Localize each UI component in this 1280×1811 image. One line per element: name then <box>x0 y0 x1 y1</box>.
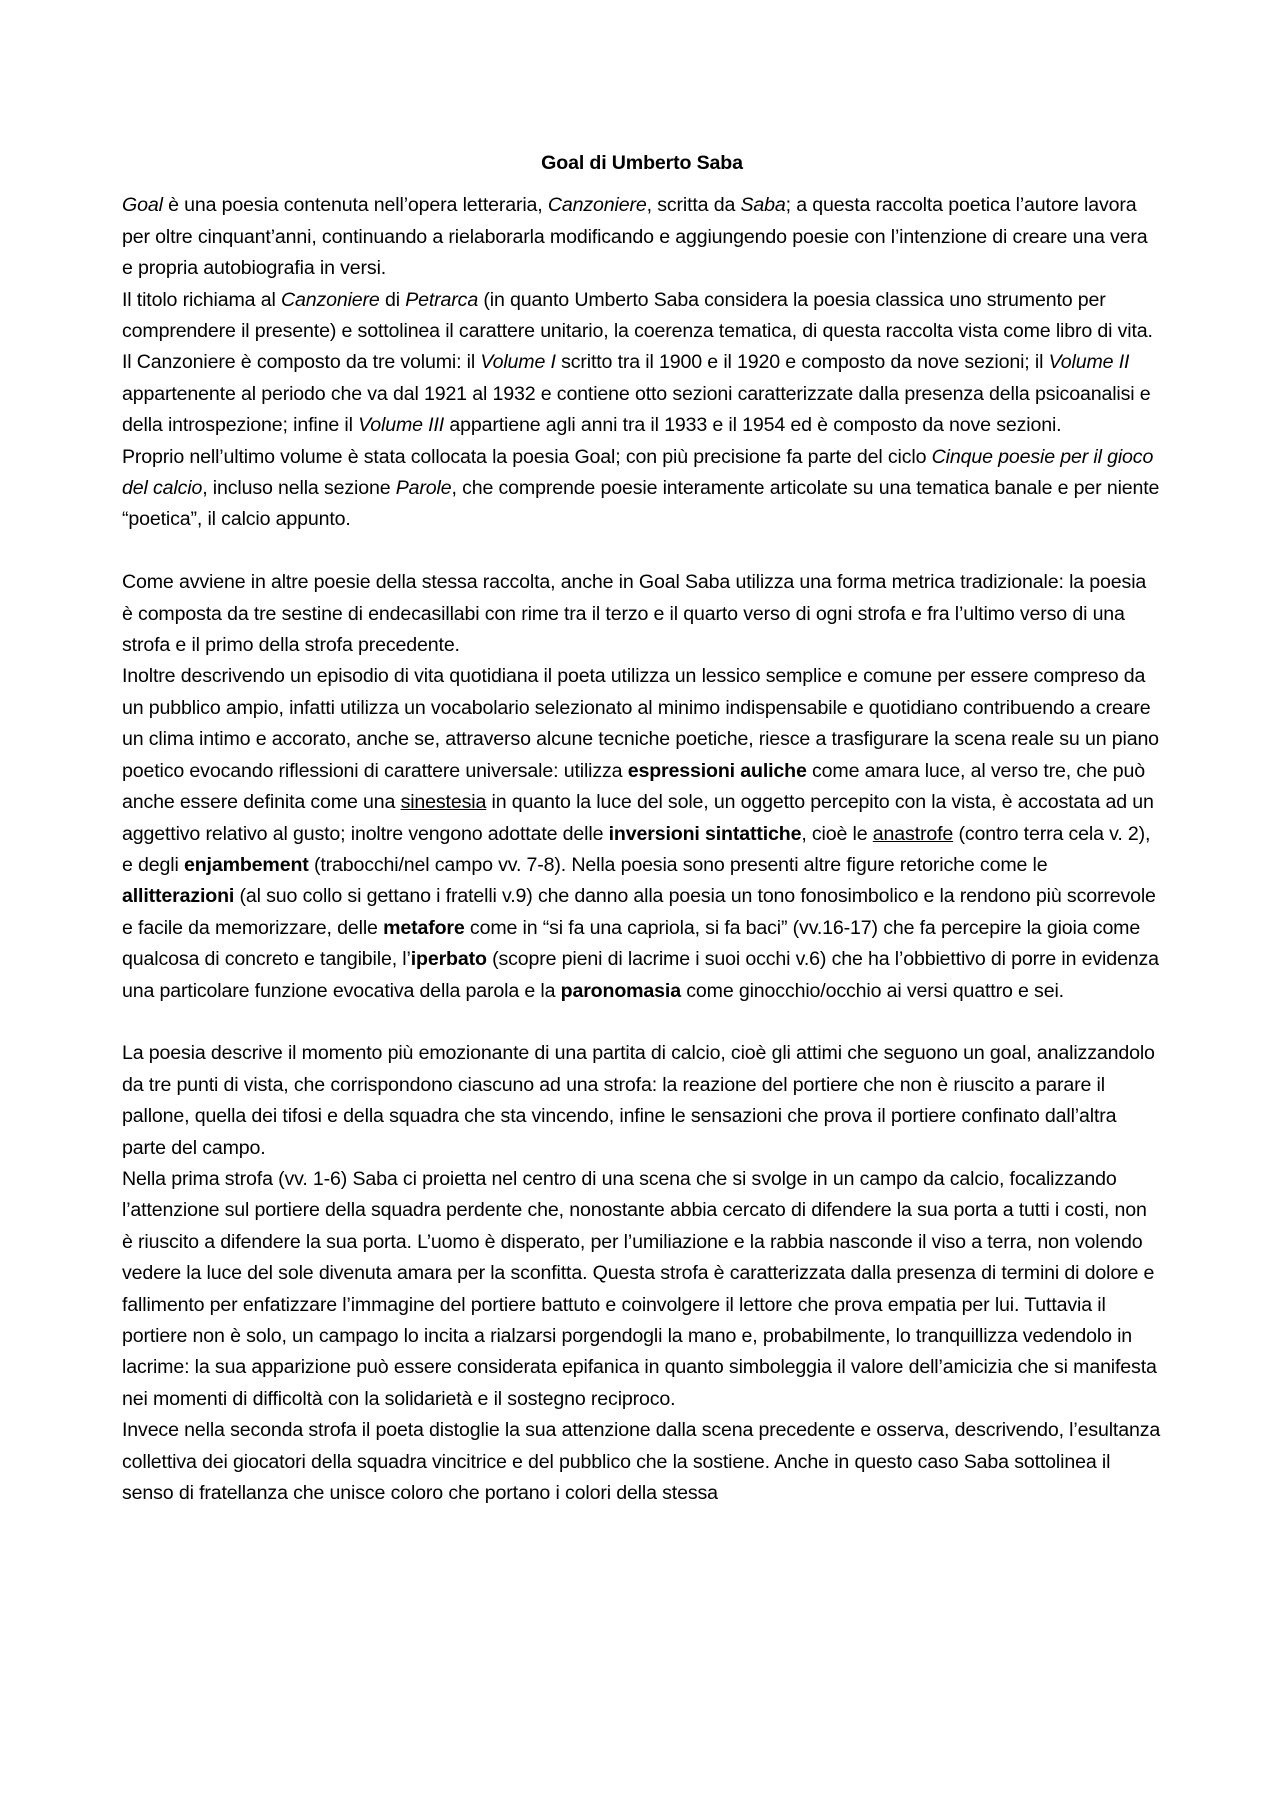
text-span: (al suo collo si gettano i fratelli v.9) che danno alla poesia un tono fonosimbolico e la rendono più scorrevole e facile da memorizzare, delle <box>122 885 1156 939</box>
text-span: (trabocchi/nel campo vv. 7-8). Nella poesia sono presenti altre figure retoriche come le <box>308 853 1048 876</box>
text-span: , incluso nella sezione <box>202 477 396 500</box>
paragraph-title-meaning <box>122 285 1162 348</box>
document-title: Goal di Umberto Saba <box>541 152 743 174</box>
text-span: Proprio nell’ultimo volume è stata collocata la poesia Goal; con più precisione fa parte del ciclo <box>122 445 932 468</box>
text-span: come in “si fa una capriola, si fa baci” (vv.16-17) che fa percepire la gioia come qualcosa di concreto e tangibile, l’ <box>122 916 1141 971</box>
paragraph-rhetoric <box>122 661 1162 1006</box>
bold-text: iperbato <box>410 948 487 971</box>
paragraph-gap <box>122 1007 1162 1038</box>
bold-text: allitterazioni <box>122 885 235 908</box>
text-span: Nella prima strofa (vv. 1-6) Saba ci proietta nel centro di una scena che si svolge in un campo da calcio, focalizzando l’attenzione sul portiere della squadra perdente che, nonostante abbia cercato di difendere la sua porta a tutti i costi, non è riuscito a difendere la sua porta. L’uomo è disperato, per l’umiliazione e la rabbia nasconde il viso a terra, non volendo vedere la luce del sole divenuta amara per la sconfitta. Questa strofa è caratterizzata dalla presenza di termini di dolore e fallimento per enfatizzare l’immagine del portiere battuto e coinvolgere il lettore che prova empatia per lui. Tuttavia il portiere non è solo, un campago lo incita a rialzarsi porgendogli la mano e, probabilmente, lo tranquillizza vedendolo in lacrime: la sua apparizione può essere considerata epifanica in quanto simboleggia il valore dell’amicizia che si manifesta nei momenti di difficoltà con la solidarietà e il sostegno reciproco. <box>122 1167 1157 1410</box>
paragraph-gap <box>122 536 1162 567</box>
text-span: è una poesia contenuta nell’opera letteraria, <box>162 194 548 217</box>
italic-text: Canzoniere <box>547 194 647 217</box>
text-span: , che comprende poesie interamente articolate su una tematica banale e per niente “poetica”, il calcio appunto. <box>122 477 1160 531</box>
paragraph-first-stanza <box>122 1164 1162 1415</box>
paragraph-placement <box>122 442 1162 536</box>
italic-text: Petrarca <box>405 288 479 311</box>
text-span: , scritta da <box>646 194 741 217</box>
italic-text: Cinque poesie per il gioco del calcio <box>122 445 1154 500</box>
text-span: appartiene agli anni tra il 1933 e il 1954 ed è composto da nove sezioni. <box>444 414 1062 437</box>
text-span: (in quanto Umberto Saba considera la poesia classica uno strumento per comprendere il presente) e sottolinea il carattere unitario, la coerenza tematica, di questa raccolta vista come libro di vita. <box>122 288 1153 343</box>
text-span: Il Canzoniere è composto da tre volumi: il <box>122 351 481 374</box>
text-span: Invece nella seconda strofa il poeta distoglie la sua attenzione dalla scena precedente e osserva, descrivendo, l’esultanza collettiva dei giocatori della squadra vincitrice e del pubblico che la sostiene. Anche in questo caso Saba sottolinea il senso di fratellanza che unisce coloro che portano i colori della stessa <box>122 1419 1161 1505</box>
text-span: scritto tra il 1900 e il 1920 e composto da nove sezioni; il <box>555 351 1049 374</box>
text-span: Come avviene in altre poesie della stessa raccolta, anche in Goal Saba utilizza una forma metrica tradizionale: la poesia è composta da tre sestine di endecasillabi con rime tra il terzo e il quarto verso di ogni strofa e fra l’ultimo verso di una strofa e il primo della strofa precedente. <box>122 571 1147 657</box>
text-span: appartenente al periodo che va dal 1921 al 1932 e contiene otto sezioni caratterizzate dalla presenza della psicoanalisi e della introspezione; infine il <box>122 382 1151 437</box>
italic-text: Volume I <box>480 351 556 374</box>
bold-text: inversioni sintattiche <box>608 822 802 845</box>
italic-text: Volume III <box>358 414 445 437</box>
italic-text: Goal <box>122 194 163 217</box>
paragraph-second-stanza <box>122 1415 1162 1509</box>
italic-text: Parole <box>395 477 452 500</box>
paragraph-volumes <box>122 347 1162 441</box>
bold-text: espressioni auliche <box>627 759 807 782</box>
text-span: di <box>379 288 406 311</box>
text-span: , cioè le <box>801 822 873 845</box>
text-span: La poesia descrive il momento più emozionante di una partita di calcio, cioè gli attimi che seguono un goal, analizzandolo da tre punti di vista, che corrispondono ciascuno ad una strofa: la reazione del portiere che non è riuscito a parare il pallone, quella dei tifosi e della squadra che sta vincendo, infine le sensazioni che prova il portiere confinato dall’altra parte del campo. <box>122 1042 1155 1159</box>
paragraph-description <box>122 1038 1162 1164</box>
text-span: in quanto la luce del sole, un oggetto percepito con la vista, è accostata ad un aggettivo relativo al gusto; inoltre vengono adottate delle <box>122 791 1154 845</box>
italic-text: Volume II <box>1048 351 1130 374</box>
paragraph-metrics <box>122 567 1162 661</box>
document-page <box>122 148 1162 1509</box>
underlined-text: anastrofe <box>872 822 954 845</box>
text-span: (contro terra cela v. 2), e degli <box>122 822 1151 876</box>
bold-text: paronomasia <box>560 979 681 1002</box>
bold-text: enjambement <box>183 853 309 876</box>
underlined-text: sinestesia <box>400 791 487 814</box>
bold-text: metafore <box>383 916 465 939</box>
text-span: Inoltre descrivendo un episodio di vita quotidiana il poeta utilizza un lessico semplice e comune per essere compreso da un pubblico ampio, infatti utilizza un vocabolario selezionato al minimo indispensabile e quotidiano contribuendo a creare un clima intimo e accorato, anche se, attraverso alcune tecniche poetiche, riesce a trasfigurare la scena reale su un piano poetico evocando riflessioni di carattere universale: utilizza <box>122 665 1159 782</box>
italic-text: Saba <box>740 194 786 217</box>
italic-text: Canzoniere <box>280 288 380 311</box>
paragraph-intro <box>122 190 1162 284</box>
text-span: come ginocchio/occhio ai versi quattro e sei. <box>680 979 1064 1002</box>
text-span: ; a questa raccolta poetica l’autore lavora per oltre cinquant’anni, continuando a rielaborarla modificando e aggiungendo poesie con l’intenzione di creare una vera e propria autobiografia in versi. <box>122 194 1148 280</box>
text-span: Il titolo richiama al <box>122 288 281 311</box>
text-span: come amara luce, al verso tre, che può anche essere definita come una <box>122 759 1146 814</box>
text-span: (scopre pieni di lacrime i suoi occhi v.6) che ha l’obbiettivo di porre in evidenza una particolare funzione evocativa della parola e la <box>122 948 1159 1002</box>
